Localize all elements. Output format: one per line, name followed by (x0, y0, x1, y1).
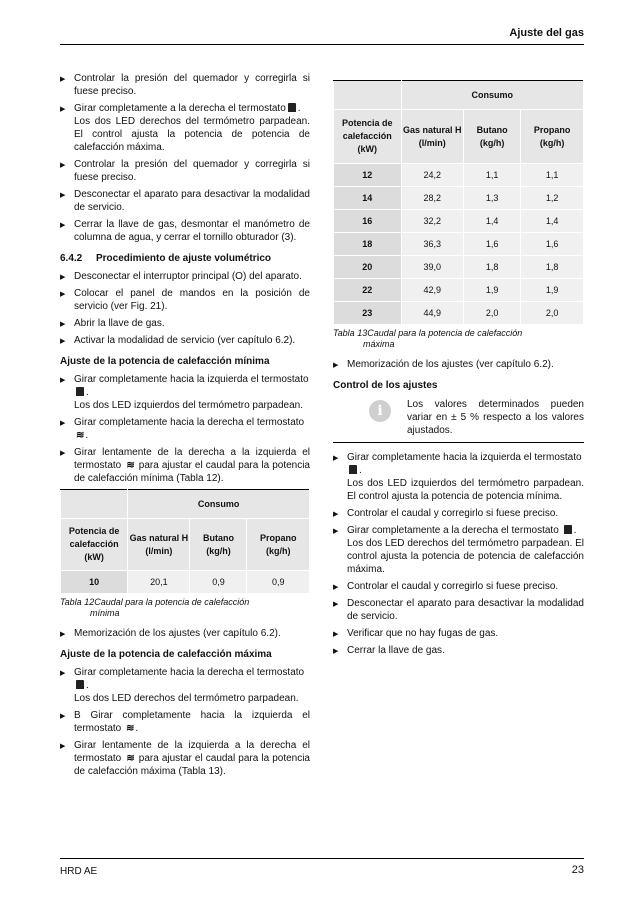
table-cell: 1,2 (521, 187, 584, 210)
table-cell: 1,8 (464, 256, 521, 279)
list-item: ▶ Girar completamente a la derecha el termostato . Los dos LED derechos del termómetro parpadean. El control ajusta la potencia de potencia de calefacción máxima. (60, 102, 310, 154)
list-item: ▶ B Girar completamente hacia la izquierda el termostato ≋ . (60, 709, 310, 735)
table-cell: 28,2 (401, 187, 464, 210)
table-cell: 36,3 (401, 233, 464, 256)
list-item: ▶ Cerrar la llave de gas, desmontar el manómetro de columna de agua, y cerrar el tornillo obturador (3). (60, 218, 310, 244)
table-cell: 10 (61, 571, 128, 594)
table-cell: 1,1 (521, 164, 584, 187)
list-item: ▶ Girar completamente a la derecha el termostato . Los dos LED derechos del termómetro parpadean. El control ajusta la potencia de potencia de calefacción máxima. (333, 524, 584, 576)
table-row (61, 571, 310, 594)
page-number: 23 (571, 864, 584, 876)
water-heat-icon: ≋ (126, 753, 134, 764)
table-row (334, 210, 584, 233)
water-heat-icon: ≋ (126, 723, 134, 734)
table-cell: 1,4 (464, 210, 521, 233)
list-item: ▶ Girar completamente hacia la izquierda el termostato . Los dos LED izquierdos del termómetro parpadean. (60, 373, 310, 412)
table-cell: 1,4 (521, 210, 584, 233)
table-header: Gas natural H (l/min) (401, 110, 464, 164)
footer-model: HRD AE (60, 866, 98, 877)
table-cell: 42,9 (401, 279, 464, 302)
table-cell: 12 (334, 164, 402, 187)
list-item: ▶ Verificar que no hay fugas de gas. (333, 627, 584, 640)
table-row (334, 187, 584, 210)
table-cell: 0,9 (247, 571, 310, 594)
table-13-body (334, 164, 584, 325)
table-cell: 1,8 (521, 256, 584, 279)
list-item: ▶ Girar completamente hacia la derecha el termostato ≋ . (60, 416, 310, 442)
table-cell: 39,0 (401, 256, 464, 279)
table-cell: 20 (334, 256, 402, 279)
table-header: Propano (kg/h) (247, 519, 310, 571)
table-13 (333, 80, 584, 325)
right-column (333, 76, 584, 661)
table-cell: 2,0 (521, 302, 584, 325)
list-item: ▶ Girar lentamente de la derecha a la izquierda el termostato ≋ para ajustar el caudal para la potencia de calefacción mínima (Tabla 12). (60, 446, 310, 485)
list-item: ▶ Desconectar el aparato para desactivar la modalidad de servicio. (333, 597, 584, 623)
list-item: ▶ Desconectar el interruptor principal (O) del aparato. (60, 270, 310, 283)
list-item: ▶ Desconectar el aparato para desactivar la modalidad de servicio. (60, 188, 310, 214)
table-header: Butano (kg/h) (464, 110, 521, 164)
section-heading-642: 6.4.2 Procedimiento de ajuste volumétrico (60, 253, 272, 264)
thermostat-icon (76, 680, 84, 689)
table-cell: 2,0 (464, 302, 521, 325)
table-cell: 16 (334, 210, 402, 233)
thermostat-icon (349, 465, 357, 474)
info-note: i Los valores determinados pueden variar en ± 5 % respecto a los valores ajustados. (333, 398, 584, 437)
list-item: ▶ Cerrar la llave de gas. (333, 644, 584, 657)
table-header-consumo: Consumo (128, 490, 310, 519)
table-cell: 23 (334, 302, 402, 325)
table-cell: 20,1 (128, 571, 190, 594)
table-caption: Tabla 12Caudal para la potencia de calefacción mínima (60, 597, 250, 618)
table-header: Potencia de calefacción (kW) (61, 519, 128, 571)
table-cell: 1,6 (521, 233, 584, 256)
table-cell: 1,1 (464, 164, 521, 187)
list-item: ▶ Controlar la presión del quemador y corregirla si fuese preciso. (60, 72, 310, 98)
footer-rule (60, 858, 584, 859)
table-cell: 44,9 (401, 302, 464, 325)
list-item: ▶ Abrir la llave de gas. (60, 317, 310, 330)
list-item: ▶ Controlar el caudal y corregirlo si fuese preciso. (333, 507, 584, 520)
water-heat-icon: ≋ (76, 430, 84, 441)
list-item: ▶ Activar la modalidad de servicio (ver capítulo 6.2). (60, 334, 310, 347)
table-cell: 24,2 (401, 164, 464, 187)
list-item: ▶ Memorización de los ajustes (ver capítulo 6.2). (333, 358, 584, 371)
table-header: Gas natural H (l/min) (128, 519, 190, 571)
water-heat-icon: ≋ (126, 460, 134, 471)
thermostat-icon (564, 525, 572, 534)
section-heading-control: Control de los ajustes (333, 380, 438, 391)
table-row (334, 279, 584, 302)
table-header-consumo: Consumo (401, 81, 584, 110)
info-icon: i (369, 400, 391, 422)
header-rule (60, 44, 584, 45)
table-header: Butano (kg/h) (190, 519, 247, 571)
table-row (334, 256, 584, 279)
table-cell: 1,6 (464, 233, 521, 256)
table-header: Potencia de calefacción (kW) (334, 110, 402, 164)
table-row (334, 164, 584, 187)
table-cell: 18 (334, 233, 402, 256)
section-heading-min: Ajuste de la potencia de calefacción mínima (60, 356, 270, 367)
table-row (334, 233, 584, 256)
info-rule (333, 442, 584, 443)
page-header-title: Ajuste del gas (509, 27, 584, 39)
list-item: ▶ Girar completamente hacia la izquierda el termostato . Los dos LED izquierdos del termómetro parpadean. El control ajusta la potencia de potencia mínima. (333, 451, 584, 503)
list-item: ▶ Girar lentamente de la izquierda a la derecha el termostato ≋ para ajustar el caudal para la potencia de calefacción máxima (Tabla 13). (60, 739, 310, 778)
list-item: ▶ Controlar la presión del quemador y corregirla si fuese preciso. (60, 158, 310, 184)
list-item: ▶ Colocar el panel de mandos en la posición de servicio (ver Fig. 21). (60, 287, 310, 313)
table-cell: 0,9 (190, 571, 247, 594)
table-cell: 1,9 (521, 279, 584, 302)
table-cell: 1,9 (464, 279, 521, 302)
table-cell: 14 (334, 187, 402, 210)
thermostat-icon (288, 103, 296, 112)
left-column (60, 72, 310, 782)
table-12 (60, 489, 310, 594)
list-item: ▶ Controlar el caudal y corregirlo si fuese preciso. (333, 580, 584, 593)
table-cell: 32,2 (401, 210, 464, 233)
table-header: Propano (kg/h) (521, 110, 584, 164)
table-cell: 1,3 (464, 187, 521, 210)
thermostat-icon (76, 387, 84, 396)
table-cell: 22 (334, 279, 402, 302)
section-heading-max: Ajuste de la potencia de calefacción máxima (60, 649, 272, 660)
table-caption: Tabla 13Caudal para la potencia de calefacción máxima (333, 328, 523, 349)
list-item: ▶ Memorización de los ajustes (ver capítulo 6.2). (60, 627, 310, 640)
list-item: ▶ Girar completamente hacia la derecha el termostato . Los dos LED derechos del termómetro parpadean. (60, 666, 310, 705)
table-row (334, 302, 584, 325)
